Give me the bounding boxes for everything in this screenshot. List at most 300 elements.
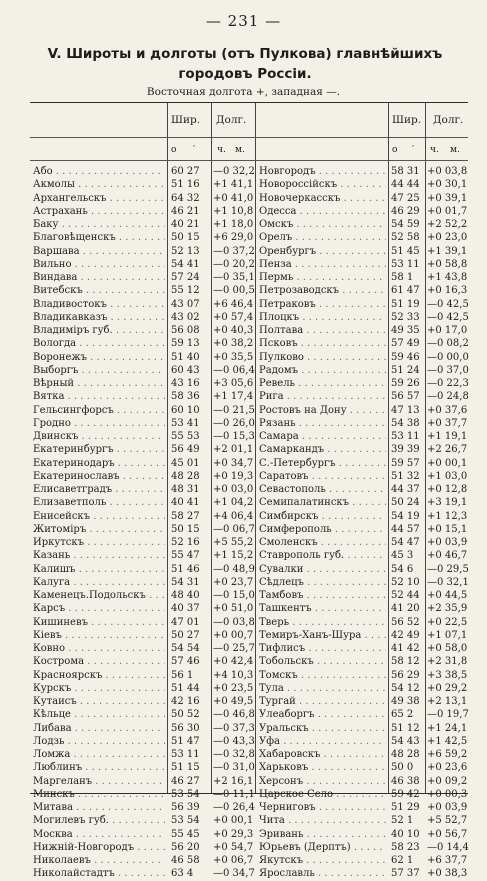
latitude-left: 50 52	[171, 709, 200, 721]
longitude-left: —0 32,2	[213, 166, 255, 177]
latitude-right: 51 45	[391, 245, 420, 257]
city-name-left: Виндава . . .	[33, 271, 165, 284]
longitude-left: —0 32,8	[213, 749, 255, 760]
latitude-right: 53 11	[391, 431, 420, 442]
longitude-left: —0 26,4	[213, 802, 255, 813]
city-name-right: Ревель . . .	[259, 377, 386, 390]
latitude-left: 54 31	[171, 576, 200, 588]
latitude-left: 56 49	[171, 444, 200, 456]
latitude-right: 52 58	[391, 232, 420, 244]
longitude-right: +3 19,1	[427, 497, 468, 509]
city-name-right: Ярославль . . .	[259, 867, 386, 880]
longitude-right: +0 00,3	[427, 788, 468, 800]
longitude-right: +1 42,5	[427, 735, 468, 747]
coordinates-table	[30, 102, 469, 880]
longitude-left: —0 21,5	[213, 404, 255, 416]
longitude-right: +0 30,1	[427, 179, 468, 191]
longitude-left: +0 49,5	[213, 696, 254, 707]
longitude-right: +2 31,8	[427, 656, 468, 668]
city-name-left: Акмолы . . .	[33, 178, 165, 191]
city-name-left: Енисейскъ . . .	[33, 510, 165, 523]
longitude-right: +0 01,7	[427, 205, 468, 217]
longitude-right: +1 12,3	[427, 510, 468, 522]
latitude-right: 51 24	[391, 364, 420, 376]
latitude-right: 40 10	[391, 828, 420, 840]
latitude-right: 54 43	[391, 735, 420, 747]
deg-unit-left: о	[171, 145, 177, 155]
latitude-right: 48 28	[391, 749, 420, 760]
city-name-right: Тамбовъ . . .	[259, 589, 386, 602]
city-name-left: Благовѣщенскъ . . .	[33, 231, 165, 244]
min-unit-right: ′	[412, 145, 415, 155]
longitude-right: +0 09,2	[427, 775, 468, 787]
city-name-left: Вятка . . .	[33, 390, 165, 403]
city-name-left: Ковно . . .	[33, 642, 165, 655]
longitude-left: +0 35,5	[213, 351, 254, 363]
latitude-left: 57 46	[171, 656, 200, 668]
longitude-right: +0 23,0	[427, 232, 468, 244]
table-row	[30, 814, 468, 827]
city-name-left: Лодзь . . .	[33, 735, 165, 748]
city-name-left: Кіевъ . . .	[33, 629, 165, 642]
latitude-right: 59 46	[391, 351, 420, 363]
city-name-right: Севастополь . . .	[259, 483, 386, 496]
table-row	[30, 271, 468, 284]
latitude-left: 55 53	[171, 431, 200, 442]
longitude-left: —0 37,3	[213, 722, 255, 734]
longitude-right: +1 03,0	[427, 470, 468, 482]
latitude-left: 60 27	[171, 166, 200, 177]
city-name-left: Ломжа . . .	[33, 748, 165, 761]
table-row	[30, 337, 468, 350]
longitude-right: +0 37,7	[427, 417, 468, 429]
longitude-right: +2 26,7	[427, 444, 468, 456]
longitude-right: +0 00,1	[427, 457, 468, 469]
latitude-left: 45 01	[171, 457, 200, 469]
city-name-right: Самаркандъ . . .	[259, 443, 386, 456]
city-name-left: Казань . . .	[33, 549, 165, 562]
latitude-right: 47 25	[391, 192, 420, 204]
longitude-right: +2 52,2	[427, 219, 468, 230]
latitude-right: 50 24	[391, 497, 420, 509]
longitude-left: —0 20,2	[213, 258, 255, 270]
latitude-left: 64 32	[171, 192, 200, 204]
deg-unit-right: о	[392, 145, 398, 155]
longitude-left: +1 15,2	[213, 550, 254, 562]
latitude-left: 56 39	[171, 802, 200, 813]
latitude-left: 52 16	[171, 537, 200, 548]
longitude-left: +0 38,2	[213, 338, 254, 350]
longitude-right: +0 37,6	[427, 404, 468, 416]
table-row	[30, 496, 468, 509]
table-row	[30, 430, 468, 443]
latitude-right: 45 3	[391, 550, 414, 562]
longitude-left: —0 43,3	[213, 735, 255, 747]
city-name-right: Черниговъ . . .	[259, 801, 386, 814]
latitude-left: 51 47	[171, 735, 200, 747]
city-name-left: Витебскъ . . .	[33, 284, 165, 297]
longitude-left: —0 03,8	[213, 616, 255, 628]
lon-header-left: Долг.	[216, 114, 247, 126]
city-name-right: Самара . . .	[259, 430, 386, 443]
longitude-right: —0 42,5	[427, 311, 469, 323]
longitude-left: —0 15,0	[213, 590, 255, 601]
table-row	[30, 655, 468, 668]
longitude-right: +0 56,7	[427, 828, 468, 840]
latitude-right: 49 35	[391, 325, 420, 336]
city-name-right: Ростовъ на Дону . . .	[259, 404, 386, 417]
longitude-left: —0 11,1	[213, 788, 255, 800]
longitude-left: —0 06,7	[213, 523, 255, 535]
longitude-left: +4 10,3	[213, 669, 254, 681]
latitude-right: 51 32	[391, 470, 420, 482]
city-name-right: Петраковъ . . .	[259, 298, 386, 311]
city-name-right: Пермь . . .	[259, 271, 386, 284]
longitude-right: +2 13,1	[427, 696, 468, 707]
city-name-left: Елисаветградъ . . .	[33, 483, 165, 496]
latitude-right: 54 47	[391, 537, 420, 548]
longitude-left: +0 57,4	[213, 311, 254, 323]
city-name-left: Митава . . .	[33, 801, 165, 814]
longitude-left: +0 41,0	[213, 192, 254, 204]
latitude-left: 53 54	[171, 788, 200, 800]
latitude-right: 49 38	[391, 696, 420, 707]
longitude-right: +0 12,8	[427, 484, 468, 495]
city-name-left: Кѣльце . . .	[33, 708, 165, 721]
longitude-right: +5 52,7	[427, 815, 468, 827]
table-row	[30, 748, 468, 761]
longitude-left: —0 06,4	[213, 364, 255, 376]
city-name-right: Новороссійскъ . . .	[259, 178, 386, 191]
longitude-right: +6 37,7	[427, 855, 468, 866]
latitude-right: 58 12	[391, 656, 420, 668]
longitude-left: +2 01,1	[213, 444, 254, 456]
city-name-left: Минскъ . . .	[33, 788, 165, 801]
table-row	[30, 563, 468, 576]
latitude-right: 41 20	[391, 603, 420, 615]
table-row	[30, 801, 468, 814]
longitude-right: +0 17,0	[427, 325, 468, 336]
table-row	[30, 231, 468, 244]
city-name-left: Варшава . . .	[33, 245, 165, 258]
table-row	[30, 510, 468, 523]
latitude-right: 58 31	[391, 166, 420, 177]
longitude-right: +1 43,8	[427, 272, 468, 283]
table-row	[30, 576, 468, 589]
longitude-right: +0 58,0	[427, 643, 468, 654]
city-name-left: Астрахань . . .	[33, 205, 165, 218]
longitude-left: +1 41,1	[213, 179, 254, 191]
latitude-right: 54 59	[391, 219, 420, 230]
city-name-left: Нижній-Новгородъ . . .	[33, 841, 165, 854]
table-row	[30, 205, 468, 218]
table-row	[30, 708, 468, 721]
latitude-left: 51 46	[171, 563, 200, 575]
latitude-left: 48 31	[171, 484, 200, 495]
table-row	[30, 390, 468, 403]
latitude-left: 52 13	[171, 245, 200, 257]
city-name-right: Саратовъ . . .	[259, 470, 386, 483]
table-row	[30, 192, 468, 205]
latitude-left: 47 01	[171, 616, 200, 628]
table-row	[30, 258, 468, 271]
latitude-left: 43 07	[171, 298, 200, 310]
longitude-left: —0 34,7	[213, 868, 255, 880]
table-row	[30, 775, 468, 788]
latitude-right: 54 19	[391, 510, 420, 522]
longitude-right: +0 03,9	[427, 537, 468, 548]
latitude-left: 40 41	[171, 497, 200, 509]
longitude-left: +0 42,4	[213, 656, 254, 668]
longitude-right: —0 24,8	[427, 391, 469, 403]
city-name-left: Красноярскъ . . .	[33, 669, 165, 682]
city-name-left: Владивостокъ . . .	[33, 298, 165, 311]
latitude-left: 42 16	[171, 696, 200, 707]
longitude-left: +1 10,8	[213, 205, 254, 217]
city-name-right: Томскъ . . .	[259, 669, 386, 682]
table-row	[30, 483, 468, 496]
city-name-left: Кишиневъ . . .	[33, 616, 165, 629]
city-name-right: Уфа . . .	[259, 735, 386, 748]
longitude-left: +4 06,4	[213, 510, 254, 522]
table-row	[30, 682, 468, 695]
longitude-right: +2 35,9	[427, 603, 468, 615]
longitude-left: +1 18,0	[213, 219, 254, 230]
city-name-left: Люблинъ . . .	[33, 761, 165, 774]
latitude-left: 58 27	[171, 510, 200, 522]
hour-unit-left: ч.	[217, 145, 226, 155]
latitude-left: 46 58	[171, 855, 200, 866]
latitude-right: 41 42	[391, 643, 420, 654]
longitude-right: +1 19,1	[427, 431, 468, 442]
table-row	[30, 457, 468, 470]
city-name-left: Могилевъ губ. . . .	[33, 814, 165, 827]
latitude-left: 60 10	[171, 404, 200, 416]
longitude-right: —0 37,0	[427, 364, 469, 376]
page-title: V. Широты и долготы (отъ Пулкова) главнѣйшихъ городовъ Россіи.	[47, 46, 443, 82]
city-name-left: Калуга . . .	[33, 576, 165, 589]
city-name-left: Житоміръ . . .	[33, 523, 165, 536]
latitude-right: 54 12	[391, 682, 420, 694]
table-row	[30, 536, 468, 549]
city-name-right: Симбирскъ . . .	[259, 510, 386, 523]
latitude-left: 56 30	[171, 722, 200, 734]
city-name-right: Херсонъ . . .	[259, 775, 386, 788]
longitude-right: +0 39,1	[427, 192, 468, 204]
latitude-right: 56 57	[391, 391, 420, 403]
latitude-right: 52 10	[391, 576, 420, 588]
longitude-left: +5 55,2	[213, 537, 254, 548]
city-name-right: Радомъ . . .	[259, 364, 386, 377]
latitude-right: 65 2	[391, 709, 414, 721]
city-name-right: Ташкентъ . . .	[259, 602, 386, 615]
city-name-left: Архангельскъ . . .	[33, 192, 165, 205]
table-row	[30, 311, 468, 324]
longitude-right: +0 29,2	[427, 682, 468, 694]
city-name-right: Уральскъ . . .	[259, 722, 386, 735]
city-name-right: Рязань . . .	[259, 417, 386, 430]
longitude-left: +0 54,7	[213, 841, 254, 853]
lon-header-right: Долг.	[433, 114, 464, 126]
city-name-right: Чита . . .	[259, 814, 386, 827]
latitude-right: 62 1	[391, 855, 414, 866]
latitude-left: 54 54	[171, 643, 200, 654]
table-row	[30, 178, 468, 191]
longitude-left: +0 06,7	[213, 855, 254, 866]
latitude-left: 54 41	[171, 258, 200, 270]
longitude-right: +3 38,5	[427, 669, 468, 681]
latitude-right: 51 19	[391, 298, 420, 310]
table-row	[30, 602, 468, 615]
latitude-right: 47 13	[391, 404, 420, 416]
longitude-right: +0 16,3	[427, 285, 468, 297]
city-name-right: Оренбургъ . . .	[259, 245, 386, 258]
longitude-right: —0 32,1	[427, 576, 469, 588]
city-name-left: Кутаисъ . . .	[33, 695, 165, 708]
city-name-left: Либава . . .	[33, 722, 165, 735]
city-name-left: Двинскъ . . .	[33, 430, 165, 443]
city-name-right: Одесса . . .	[259, 205, 386, 218]
city-name-right: Полтава . . .	[259, 324, 386, 337]
city-name-right: Сѣдлецъ . . .	[259, 576, 386, 589]
city-name-left: Кострома . . .	[33, 655, 165, 668]
longitude-left: —0 15,3	[213, 431, 255, 442]
latitude-left: 51 44	[171, 682, 200, 694]
city-name-right: Смоленскъ . . .	[259, 536, 386, 549]
latitude-left: 51 40	[171, 351, 200, 363]
city-name-left: Владикавказъ . . .	[33, 311, 165, 324]
city-name-left: Каменецъ.Подольскъ . . .	[33, 589, 165, 602]
longitude-right: —0 22,3	[427, 378, 469, 389]
latitude-left: 53 11	[171, 749, 200, 760]
longitude-right: +1 39,1	[427, 245, 468, 257]
longitude-right: —0 14,4	[427, 841, 469, 853]
lat-header-left: Шир.	[171, 114, 201, 126]
min-unit-left: ′	[193, 145, 196, 155]
minute-unit-right: м.	[450, 145, 460, 155]
city-name-left: Елизаветполь . . .	[33, 496, 165, 509]
longitude-left: +0 00,7	[213, 629, 254, 641]
city-name-left: Екатеринославъ . . .	[33, 470, 165, 483]
longitude-left: +0 29,3	[213, 828, 254, 840]
latitude-left: 46 27	[171, 775, 200, 787]
city-name-right: Хабаровскъ . . .	[259, 748, 386, 761]
longitude-right: +0 22,5	[427, 616, 468, 628]
city-name-right: Тула . . .	[259, 682, 386, 695]
longitude-left: —0 37,2	[213, 245, 255, 257]
latitude-right: 52 33	[391, 311, 420, 323]
longitude-left: +1 17,4	[213, 391, 254, 403]
latitude-left: 57 24	[171, 272, 200, 283]
city-name-right: Эривань . . .	[259, 828, 386, 841]
latitude-right: 44 57	[391, 523, 420, 535]
longitude-left: +2 16,1	[213, 775, 254, 787]
latitude-left: 63 4	[171, 868, 194, 880]
page-subtitle: Восточная долгота +, западная —.	[146, 86, 341, 98]
latitude-left: 51 16	[171, 179, 200, 191]
city-name-left: Гельсингфорсъ . . .	[33, 404, 165, 417]
city-name-left: Воронежъ . . .	[33, 351, 165, 364]
latitude-right: 52 1	[391, 815, 414, 827]
longitude-left: +0 03,0	[213, 484, 254, 495]
table-row	[30, 404, 468, 417]
city-name-left: Або . . .	[33, 165, 165, 178]
table-row	[30, 695, 468, 708]
city-name-left: Владиміръ губ. . . .	[33, 324, 165, 337]
city-name-left: Вѣрный . . .	[33, 377, 165, 390]
table-row	[30, 245, 468, 258]
city-name-left: Баку . . .	[33, 218, 165, 231]
latitude-right: 59 57	[391, 457, 420, 469]
longitude-left: —0 31,0	[213, 762, 255, 774]
longitude-right: +0 03,8	[427, 166, 468, 177]
city-name-right: Орелъ . . .	[259, 231, 386, 244]
city-name-right: Харьковъ . . .	[259, 761, 386, 774]
longitude-left: +0 23,7	[213, 576, 254, 588]
latitude-left: 40 21	[171, 219, 200, 230]
latitude-left: 55 47	[171, 550, 200, 562]
city-name-left: Курскъ . . .	[33, 682, 165, 695]
latitude-right: 51 29	[391, 802, 420, 813]
city-name-right: Якутскъ . . .	[259, 854, 386, 867]
table-row	[30, 616, 468, 629]
latitude-left: 55 12	[171, 285, 200, 297]
table-row	[30, 377, 468, 390]
city-name-right: Улеаборгъ . . .	[259, 708, 386, 721]
table-row	[30, 735, 468, 748]
table-row	[30, 470, 468, 483]
longitude-left: +6 29,0	[213, 232, 254, 244]
table-row	[30, 761, 468, 774]
city-name-right: Омскъ . . .	[259, 218, 386, 231]
latitude-right: 54 38	[391, 417, 420, 429]
minute-unit-left: м.	[235, 145, 245, 155]
latitude-right: 39 39	[391, 444, 420, 456]
longitude-right: +0 38,3	[427, 868, 468, 880]
city-name-right: Симферополь . . .	[259, 523, 386, 536]
latitude-right: 51 12	[391, 722, 420, 734]
city-name-right: С.-Петербургъ . . .	[259, 457, 386, 470]
latitude-right: 58 23	[391, 841, 420, 853]
latitude-left: 48 28	[171, 470, 200, 482]
latitude-right: 61 47	[391, 285, 420, 297]
latitude-right: 58 1	[391, 272, 414, 283]
table-row	[30, 828, 468, 841]
longitude-right: +0 03,9	[427, 802, 468, 813]
latitude-left: 43 16	[171, 378, 200, 389]
table-row	[30, 284, 468, 297]
longitude-left: —0 26,0	[213, 417, 255, 429]
latitude-right: 56 52	[391, 616, 420, 628]
latitude-left: 56 08	[171, 325, 200, 336]
longitude-left: +0 40,3	[213, 325, 254, 336]
longitude-right: +1 24,1	[427, 722, 468, 734]
latitude-left: 51 15	[171, 762, 200, 774]
longitude-left: +0 23,5	[213, 682, 254, 694]
longitude-left: —0 48,9	[213, 563, 255, 575]
latitude-left: 46 21	[171, 205, 200, 217]
table-row	[30, 854, 468, 867]
page-number: — 231 —	[205, 12, 282, 30]
city-name-right: Новочеркасскъ . . .	[259, 192, 386, 205]
city-name-left: Екатеринодаръ . . .	[33, 457, 165, 470]
city-name-right: Юрьевъ (Дерптъ) . . .	[259, 841, 386, 854]
latitude-left: 58 36	[171, 391, 200, 403]
latitude-left: 50 27	[171, 629, 200, 641]
table-row	[30, 867, 468, 880]
city-name-left: Карсъ . . .	[33, 602, 165, 615]
longitude-right: —0 08,2	[427, 338, 469, 350]
